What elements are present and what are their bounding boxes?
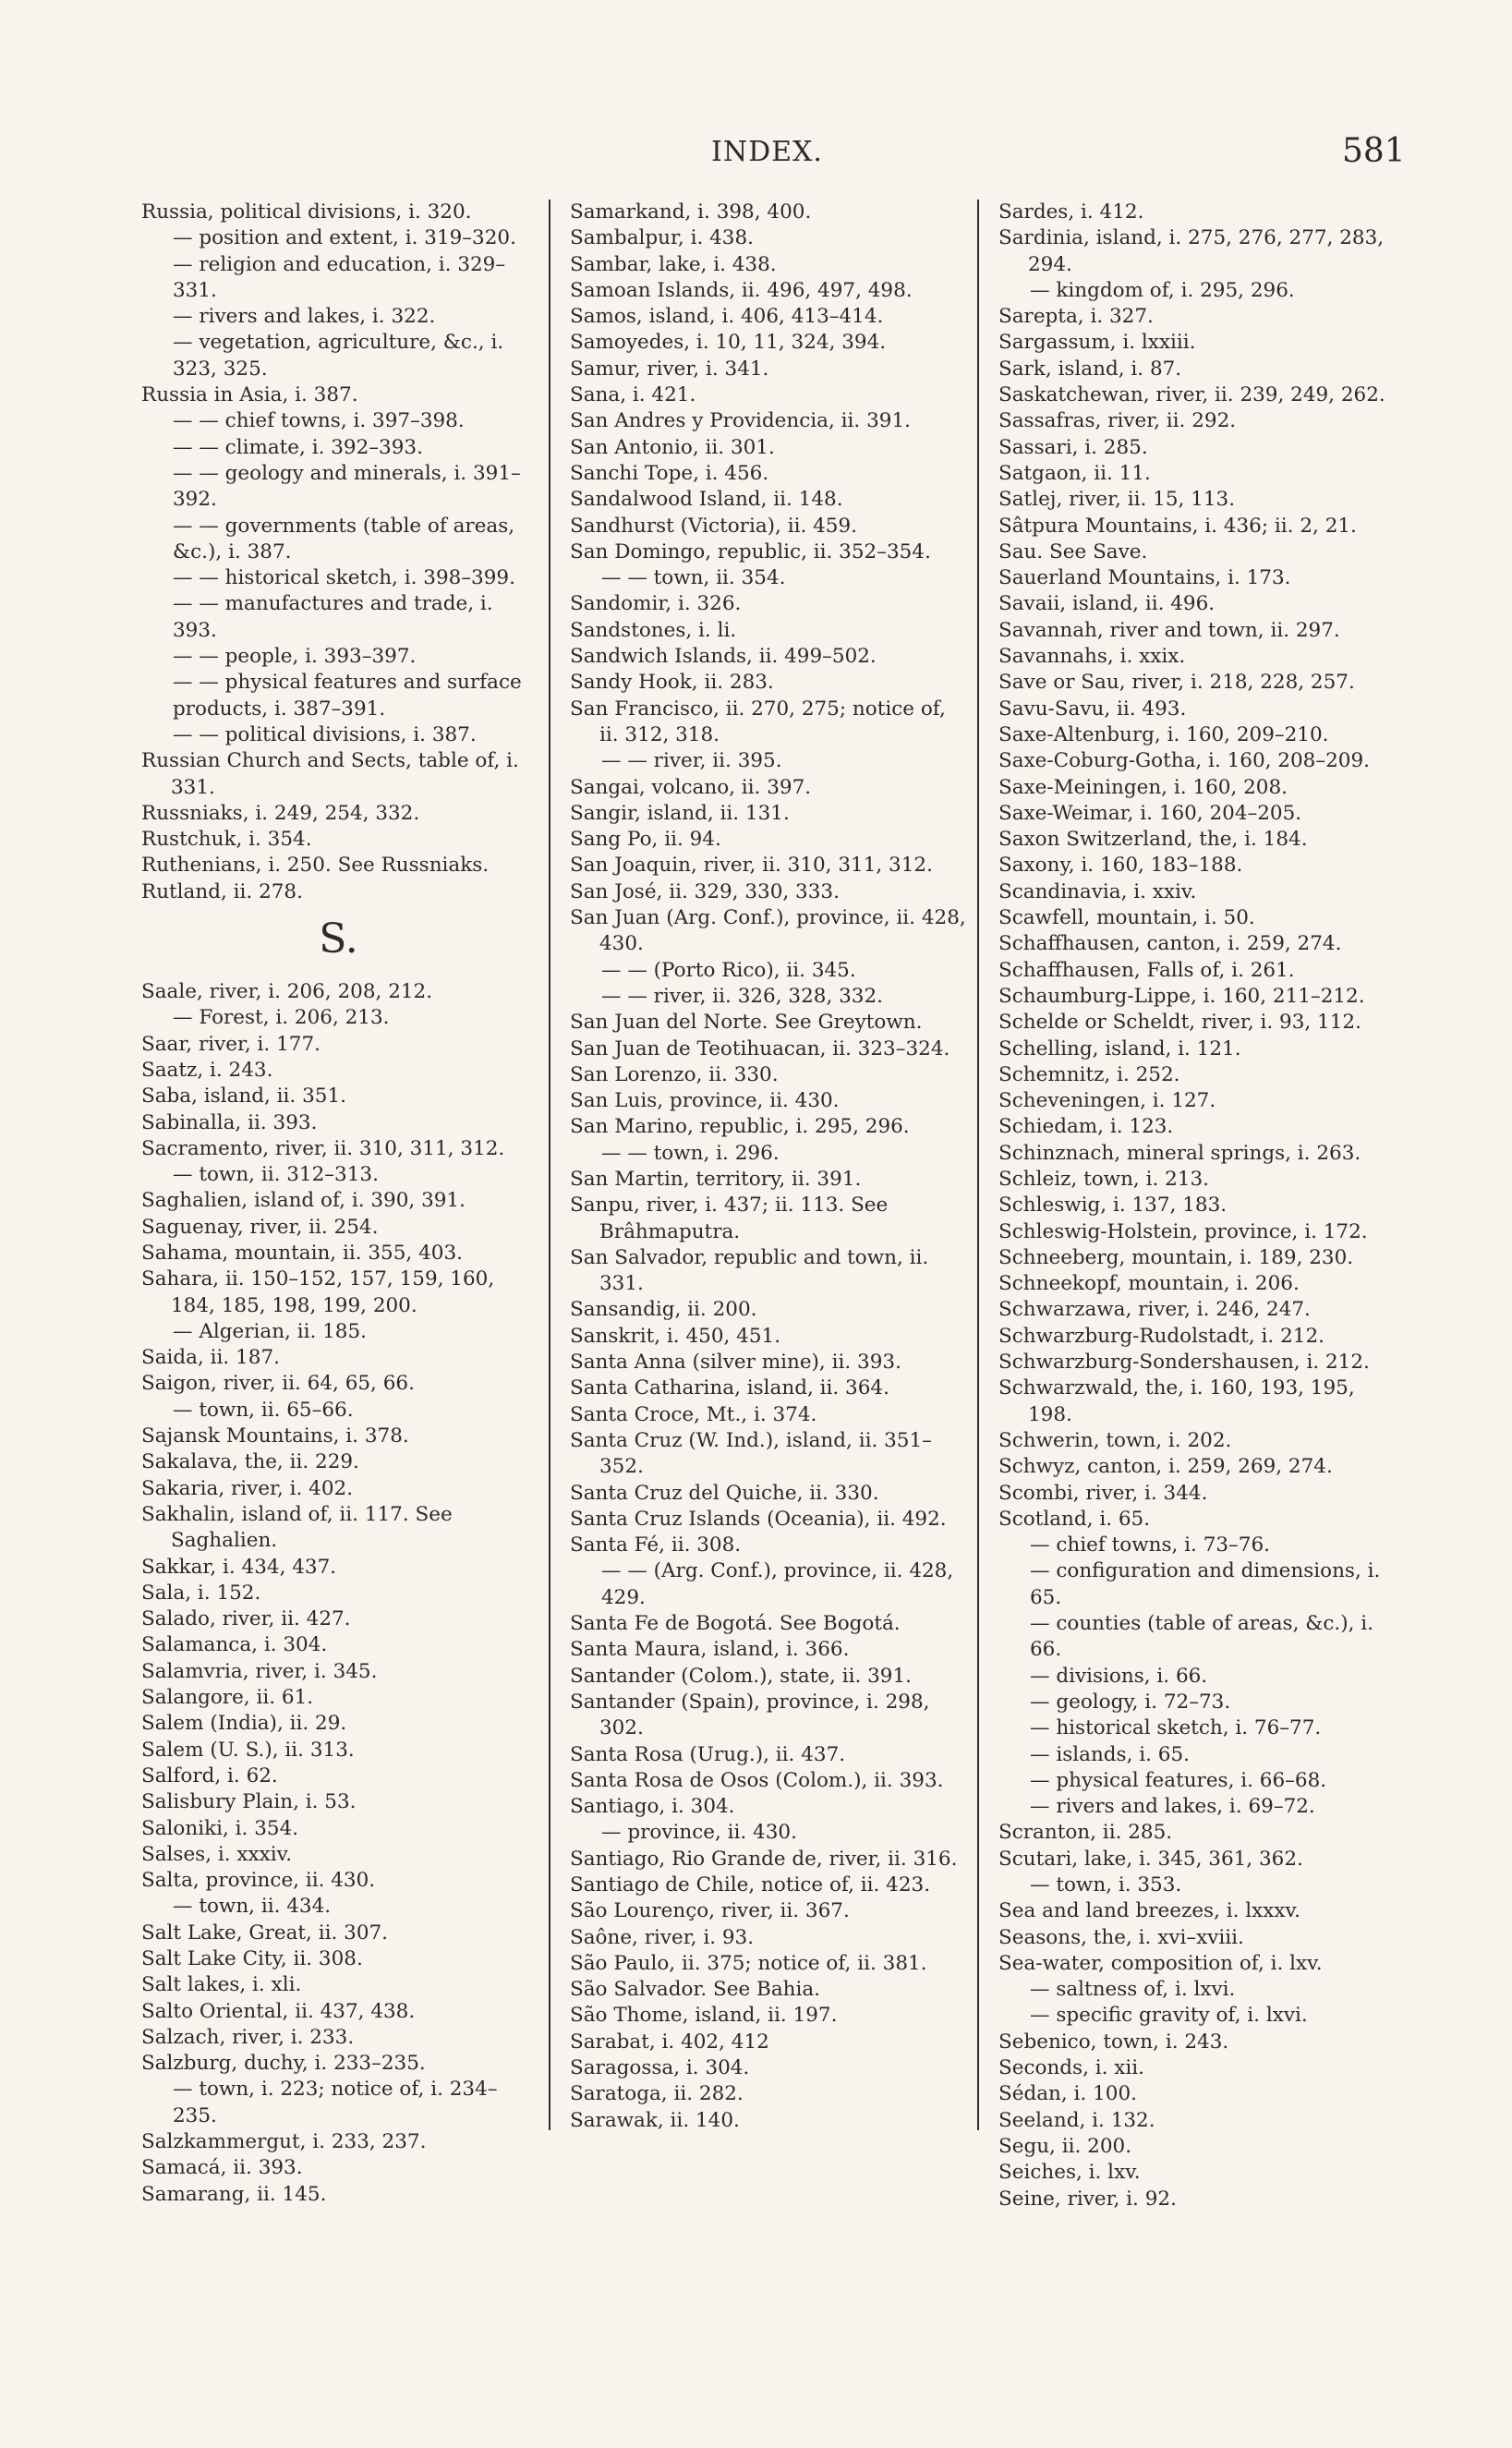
index-entry: Savu-Savu, ii. 493. xyxy=(998,697,1187,721)
index-entry: Schleiz, town, i. 213. xyxy=(998,1167,1210,1191)
index-entry: Schleswig, i. 137, 183. xyxy=(998,1194,1228,1218)
index-entry: Sassari, i. 285. xyxy=(998,435,1148,459)
index-entry: — — manufactures and trade, i. 393. xyxy=(173,592,493,642)
index-entry: Saguenay, river, ii. 254. xyxy=(141,1215,379,1239)
index-entry: Salt Lake City, ii. 308. xyxy=(141,1947,363,1970)
index-entry: Sau. See Save. xyxy=(998,539,1148,564)
index-entry: Sangai, volcano, ii. 397. xyxy=(570,775,812,799)
index-entry: Saloniki, i. 354. xyxy=(141,1816,299,1840)
index-entry: Saar, river, i. 177. xyxy=(141,1032,321,1056)
index-entry: Russia in Asia, i. 387. xyxy=(141,383,358,407)
index-entry: Saratoga, ii. 282. xyxy=(570,2082,744,2106)
index-entry: Sea and land breezes, i. lxxxv. xyxy=(998,1899,1300,1923)
index-entry: Sabinalla, ii. 393. xyxy=(141,1110,318,1134)
index-entry: Samoan Islands, ii. 496, 497, 498. xyxy=(570,278,913,302)
index-entry: — town, ii. 65–66. xyxy=(173,1398,354,1422)
index-entry: Sajansk Mountains, i. 378. xyxy=(141,1424,409,1448)
index-entry: Santa Cruz Islands (Oceania), ii. 492. xyxy=(570,1507,947,1531)
index-entry: Segu, ii. 200. xyxy=(998,2134,1132,2158)
index-entry: Sansandig, ii. 200. xyxy=(570,1298,757,1322)
index-entry: Scheveningen, i. 127. xyxy=(998,1089,1216,1113)
index-entry: Schneekopf, mountain, i. 206. xyxy=(998,1272,1300,1296)
index-entry: Sauerland Mountains, i. 173. xyxy=(998,566,1291,590)
index-entry: — rivers and lakes, i. 69–72. xyxy=(1030,1795,1315,1819)
index-entry: San Antonio, ii. 301. xyxy=(570,435,775,459)
index-entry: — town, i. 353. xyxy=(1030,1873,1182,1897)
index-entry: San Luis, province, ii. 430. xyxy=(570,1089,840,1113)
index-entry: — rivers and lakes, i. 322. xyxy=(173,305,436,329)
index-entry: Schwarzburg-Rudolstadt, i. 212. xyxy=(998,1324,1325,1348)
index-entry: Samacá, ii. 393. xyxy=(141,2156,303,2180)
index-entry: San Salvador, republic and town, ii. 331. xyxy=(570,1245,929,1296)
index-entry: Sédan, i. 100. xyxy=(998,2082,1137,2106)
index-entry: Sahama, mountain, ii. 355, 403. xyxy=(141,1241,463,1265)
index-entry: Santander (Spain), province, i. 298, 302. xyxy=(570,1690,930,1740)
index-entry: Schwarzawa, river, i. 246, 247. xyxy=(998,1298,1311,1322)
index-entry: Sarabat, i. 402, 412 xyxy=(570,2030,769,2054)
index-entry: São Thome, island, ii. 197. xyxy=(570,2004,838,2028)
index-entry: Sarawak, ii. 140. xyxy=(570,2108,740,2132)
index-entry: Santa Fe de Bogotá. See Bogotá. xyxy=(570,1612,901,1636)
index-entry: Santa Catharina, island, ii. 364. xyxy=(570,1376,889,1400)
index-entry: Schaumburg-Lippe, i. 160, 211–212. xyxy=(998,984,1365,1008)
index-entry: San José, ii. 329, 330, 333. xyxy=(570,879,840,903)
index-entry: Sambalpur, i. 438. xyxy=(570,226,755,250)
index-entry: — historical sketch, i. 76–77. xyxy=(1030,1716,1322,1740)
index-entry: Sea-water, composition of, i. lxv. xyxy=(998,1951,1323,1975)
index-entry: — — chief towns, i. 397–398. xyxy=(173,409,465,433)
index-entry: San Juan de Teotihuacan, ii. 323–324. xyxy=(570,1036,950,1060)
index-entry: Scombi, river, i. 344. xyxy=(998,1481,1208,1505)
index-entry: Sandstones, i. li. xyxy=(570,618,737,642)
index-entry: Sakalava, the, ii. 229. xyxy=(141,1450,359,1474)
index-entry: Salzkammergut, i. 233, 237. xyxy=(141,2130,427,2154)
index-entry: Schaffhausen, Falls of, i. 261. xyxy=(998,958,1295,982)
index-entry: Savannah, river and town, ii. 297. xyxy=(998,618,1340,642)
index-entry: Santa Rosa de Osos (Colom.), ii. 393. xyxy=(570,1768,944,1792)
index-entry: Saatz, i. 243. xyxy=(141,1058,273,1082)
index-entry: Sargassum, i. lxxiii. xyxy=(998,331,1196,355)
index-entry: Sana, i. 421. xyxy=(570,383,696,407)
index-entry: — Algerian, ii. 185. xyxy=(173,1319,368,1343)
index-column-3 xyxy=(998,200,1396,2212)
index-entry: Schaffhausen, canton, i. 259, 274. xyxy=(998,932,1342,956)
index-entry: São Paulo, ii. 375; notice of, ii. 381. xyxy=(570,1951,927,1975)
index-entry: San Juan (Arg. Conf.), province, ii. 428, 430. xyxy=(570,906,966,956)
index-entry: Sandomir, i. 326. xyxy=(570,592,742,616)
index-entry: — town, ii. 434. xyxy=(173,1895,332,1919)
index-entry: Savaii, island, ii. 496. xyxy=(998,592,1216,616)
index-entry: — religion and education, i. 329–331. xyxy=(173,252,506,302)
index-entry: Sandhurst (Victoria), ii. 459. xyxy=(570,514,857,538)
index-entry: Sâtpura Mountains, i. 436; ii. 2, 21. xyxy=(998,514,1357,538)
index-entry: Saxony, i. 160, 183–188. xyxy=(998,854,1243,878)
index-entry: Saba, island, ii. 351. xyxy=(141,1085,346,1109)
index-entry: Schelling, island, i. 121. xyxy=(998,1036,1241,1060)
index-entry: Sakkar, i. 434, 437. xyxy=(141,1555,337,1579)
index-entry: Salem (India), ii. 29. xyxy=(141,1712,347,1736)
index-entry: Sandwich Islands, ii. 499–502. xyxy=(570,645,877,669)
index-entry: Save or Sau, river, i. 218, 228, 257. xyxy=(998,671,1355,695)
index-entry: — geology, i. 72–73. xyxy=(1030,1690,1231,1714)
index-entry: — town, i. 223; notice of, i. 234–235. xyxy=(173,2078,498,2127)
index-entry: Schleswig-Holstein, province, i. 172. xyxy=(998,1219,1368,1243)
index-entry: Saône, river, i. 93. xyxy=(570,1925,755,1949)
index-entry: San Marino, republic, i. 295, 296. xyxy=(570,1115,910,1139)
index-entry: — — town, i. 296. xyxy=(601,1141,780,1165)
index-entry: Schinznach, mineral springs, i. 263. xyxy=(998,1141,1361,1165)
index-entry: Satgaon, ii. 11. xyxy=(998,461,1151,485)
index-entry: Savannahs, i. xxix. xyxy=(998,645,1186,669)
index-column-1 xyxy=(141,200,536,2208)
index-entry: Russniaks, i. 249, 254, 332. xyxy=(141,801,420,825)
index-entry: Saxe-Weimar, i. 160, 204–205. xyxy=(998,801,1302,825)
index-entry: Santa Maura, island, i. 366. xyxy=(570,1638,850,1662)
index-entry: Santa Fé, ii. 308. xyxy=(570,1533,742,1557)
index-entry: Ruthenians, i. 250. See Russniaks. xyxy=(141,854,490,878)
index-entry: San Juan del Norte. See Greytown. xyxy=(570,1011,923,1035)
index-entry: Salisbury Plain, i. 53. xyxy=(141,1790,357,1814)
index-entry: Schwarzburg-Sondershausen, i. 212. xyxy=(998,1351,1370,1375)
index-entry: Saale, river, i. 206, 208, 212. xyxy=(141,980,433,1004)
index-entry: Saskatchewan, river, ii. 239, 249, 262. xyxy=(998,383,1385,407)
index-entry: Saragossa, i. 304. xyxy=(570,2056,750,2080)
index-entry: Samos, island, i. 406, 413–414. xyxy=(570,305,884,329)
index-entry: Seconds, i. xii. xyxy=(998,2056,1145,2080)
index-entry: Saida, ii. 187. xyxy=(141,1346,280,1370)
index-entry: Schemnitz, i. 252. xyxy=(998,1062,1180,1086)
index-entry: São Salvador. See Bahia. xyxy=(570,1978,821,2002)
index-entry: Saxon Switzerland, the, i. 184. xyxy=(998,828,1308,852)
index-entry: — Forest, i. 206, 213. xyxy=(173,1006,390,1030)
index-entry: Sanpu, river, i. 437; ii. 113. See Brâhmaputra. xyxy=(570,1194,889,1243)
index-entry: Sakaria, river, i. 402. xyxy=(141,1476,354,1500)
index-entry: San Lorenzo, ii. 330. xyxy=(570,1062,779,1086)
index-entry: Salamanca, i. 304. xyxy=(141,1633,328,1657)
index-entry: Sassafras, river, ii. 292. xyxy=(998,409,1237,433)
index-entry: San Joaquin, river, ii. 310, 311, 312. xyxy=(570,854,933,878)
index-entry: Seeland, i. 132. xyxy=(998,2108,1155,2132)
column-divider xyxy=(549,200,550,2130)
index-entry: Sambar, lake, i. 438. xyxy=(570,252,777,276)
index-entry: Sanchi Tope, i. 456. xyxy=(570,461,769,485)
index-entry: — — governments (table of areas, &c.), i. 387. xyxy=(173,514,515,564)
index-entry: Sanskrit, i. 450, 451. xyxy=(570,1324,781,1348)
index-entry: San Andres y Providencia, ii. 391. xyxy=(570,409,911,433)
index-entry: Salt lakes, i. xli. xyxy=(141,1973,302,1997)
index-entry: Schwyz, canton, i. 259, 269, 274. xyxy=(998,1455,1333,1479)
index-entry: Saxe-Coburg-Gotha, i. 160, 208–209. xyxy=(998,749,1370,773)
index-entry: Sardes, i. 412. xyxy=(998,200,1144,224)
index-entry: Rustchuk, i. 354. xyxy=(141,828,312,852)
index-entry: Schelde or Scheldt, river, i. 93, 112. xyxy=(998,1011,1361,1035)
index-entry: Santiago de Chile, notice of, ii. 423. xyxy=(570,1873,931,1897)
index-entry: — specific gravity of, i. lxvi. xyxy=(1030,2004,1308,2028)
index-entry: Santa Croce, Mt., i. 374. xyxy=(570,1402,817,1426)
index-entry: San Francisco, ii. 270, 275; notice of, ii. 312, 318. xyxy=(570,697,946,746)
index-entry: Scranton, ii. 285. xyxy=(998,1821,1173,1845)
index-entry: Samur, river, i. 341. xyxy=(570,357,769,381)
index-entry: Santa Rosa (Urug.), ii. 437. xyxy=(570,1742,846,1766)
index-entry: — — river, ii. 326, 328, 332. xyxy=(601,984,883,1008)
index-entry: Seasons, the, i. xvi–xviii. xyxy=(998,1925,1244,1949)
page-number: 581 xyxy=(1342,132,1406,170)
index-entry: Scandinavia, i. xxiv. xyxy=(998,879,1197,903)
index-entry: Seine, river, i. 92. xyxy=(998,2187,1177,2211)
section-letter: S. xyxy=(319,915,358,963)
index-entry: Rutland, ii. 278. xyxy=(141,879,303,903)
index-entry: Russia, political divisions, i. 320. xyxy=(141,200,472,224)
index-entry: Saxe-Altenburg, i. 160, 209–210. xyxy=(998,722,1329,746)
index-entry: Salzburg, duchy, i. 233–235. xyxy=(141,2052,426,2076)
index-entry: Santa Cruz del Quiche, ii. 330. xyxy=(570,1481,879,1505)
index-entry: — — people, i. 393–397. xyxy=(173,645,417,669)
index-entry: — town, ii. 312–313. xyxy=(173,1163,379,1187)
index-entry: Satlej, river, ii. 15, 113. xyxy=(998,488,1236,512)
index-entry: Santa Cruz (W. Ind.), island, ii. 351–352. xyxy=(570,1428,932,1479)
index-entry: Salamvria, river, i. 345. xyxy=(141,1659,378,1683)
column-divider xyxy=(977,200,979,2130)
index-entry: Sarepta, i. 327. xyxy=(998,305,1154,329)
index-entry: — — political divisions, i. 387. xyxy=(173,722,477,746)
index-entry: Sahara, ii. 150–152, 157, 159, 160, 184, 185, 198, 199, 200. xyxy=(141,1267,495,1317)
index-entry: Salford, i. 62. xyxy=(141,1763,278,1788)
index-entry: Salangore, ii. 61. xyxy=(141,1686,314,1710)
index-entry: San Domingo, republic, ii. 352–354. xyxy=(570,539,931,564)
index-column-2 xyxy=(570,200,969,2134)
index-entry: Santander (Colom.), state, ii. 391. xyxy=(570,1664,912,1688)
page-header xyxy=(0,132,1512,184)
index-entry: — — (Porto Rico), ii. 345. xyxy=(601,958,856,982)
index-entry: — — historical sketch, i. 398–399. xyxy=(173,566,515,590)
index-entry: Scawfell, mountain, i. 50. xyxy=(998,906,1255,930)
index-entry: — — physical features and surface products, i. 387–391. xyxy=(173,671,522,721)
index-entry: Salt Lake, Great, ii. 307. xyxy=(141,1921,389,1945)
index-entry: Schwerin, town, i. 202. xyxy=(998,1428,1232,1452)
index-entry: Schneeberg, mountain, i. 189, 230. xyxy=(998,1245,1354,1269)
index-entry: Sala, i. 152. xyxy=(141,1581,261,1605)
index-entry: — chief towns, i. 73–76. xyxy=(1030,1533,1270,1557)
index-entry: Santa Anna (silver mine), ii. 393. xyxy=(570,1351,901,1375)
index-entry: Sandy Hook, ii. 283. xyxy=(570,671,774,695)
index-entry: Schiedam, i. 123. xyxy=(998,1115,1174,1139)
index-entry: — divisions, i. 66. xyxy=(1030,1664,1208,1688)
index-entry: — configuration and dimensions, i. 65. xyxy=(1030,1559,1381,1609)
index-entry: Sangir, island, ii. 131. xyxy=(570,801,790,825)
index-entry: Sang Po, ii. 94. xyxy=(570,828,721,852)
index-entry: Salado, river, ii. 427. xyxy=(141,1607,351,1631)
index-entry: Santiago, i. 304. xyxy=(570,1795,735,1819)
index-entry: Salzach, river, i. 233. xyxy=(141,2025,355,2049)
index-entry: Salto Oriental, ii. 437, 438. xyxy=(141,1999,416,2023)
index-entry: Saxe-Meiningen, i. 160, 208. xyxy=(998,775,1288,799)
index-entry: Sardinia, island, i. 275, 276, 277, 283, 294. xyxy=(998,226,1385,276)
index-entry: Sark, island, i. 87. xyxy=(998,357,1182,381)
index-entry: São Lourenço, river, ii. 367. xyxy=(570,1899,850,1923)
index-entry: San Martin, territory, ii. 391. xyxy=(570,1167,862,1191)
index-entry: Saigon, river, ii. 64, 65, 66. xyxy=(141,1372,415,1396)
index-entry: — vegetation, agriculture, &c., i. 323, 325. xyxy=(173,331,504,381)
index-entry: — — (Arg. Conf.), province, ii. 428, 429. xyxy=(601,1559,954,1609)
index-entry: Samarang, ii. 145. xyxy=(141,2182,327,2206)
index-entry: Scotland, i. 65. xyxy=(998,1507,1151,1531)
index-entry: Samarkand, i. 398, 400. xyxy=(570,200,812,224)
index-entry: — kingdom of, i. 295, 296. xyxy=(1030,278,1295,302)
index-entry: Seiches, i. lxv. xyxy=(998,2161,1141,2185)
index-entry: — — town, ii. 354. xyxy=(601,566,786,590)
index-entry: Saghalien, island of, i. 390, 391. xyxy=(141,1189,466,1213)
index-entry: Scutari, lake, i. 345, 361, 362. xyxy=(998,1847,1303,1871)
index-entry: — physical features, i. 66–68. xyxy=(1030,1768,1327,1792)
index-entry: — position and extent, i. 319–320. xyxy=(173,226,516,250)
index-entry: — — geology and minerals, i. 391–392. xyxy=(173,461,521,512)
index-entry: Sakhalin, island of, ii. 117. See Saghalien. xyxy=(141,1502,453,1553)
index-entry: Salses, i. xxxiv. xyxy=(141,1842,293,1866)
index-entry: — — climate, i. 392–393. xyxy=(173,435,423,459)
index-entry: Schwarzwald, the, i. 160, 193, 195, 198. xyxy=(998,1376,1355,1426)
index-entry: Santiago, Rio Grande de, river, ii. 316. xyxy=(570,1847,958,1871)
index-entry: Russian Church and Sects, table of, i. 331. xyxy=(141,749,519,799)
index-entry: Sandalwood Island, ii. 148. xyxy=(570,488,843,512)
index-entry: Salem (U. S.), ii. 313. xyxy=(141,1738,355,1762)
index-entry: — counties (table of areas, &c.), i. 66. xyxy=(1030,1612,1374,1662)
index-entry: — province, ii. 430. xyxy=(601,1821,797,1845)
index-entry: — — river, ii. 395. xyxy=(601,749,782,773)
index-entry: Sacramento, river, ii. 310, 311, 312. xyxy=(141,1136,505,1160)
header-title: INDEX. xyxy=(711,136,823,168)
index-entry: Sebenico, town, i. 243. xyxy=(998,2030,1229,2054)
index-entry: Samoyedes, i. 10, 11, 324, 394. xyxy=(570,331,887,355)
index-entry: — islands, i. 65. xyxy=(1030,1742,1190,1766)
index-entry: Salta, province, ii. 430. xyxy=(141,1869,376,1893)
index-entry: — saltness of, i. lxvi. xyxy=(1030,1978,1236,2002)
